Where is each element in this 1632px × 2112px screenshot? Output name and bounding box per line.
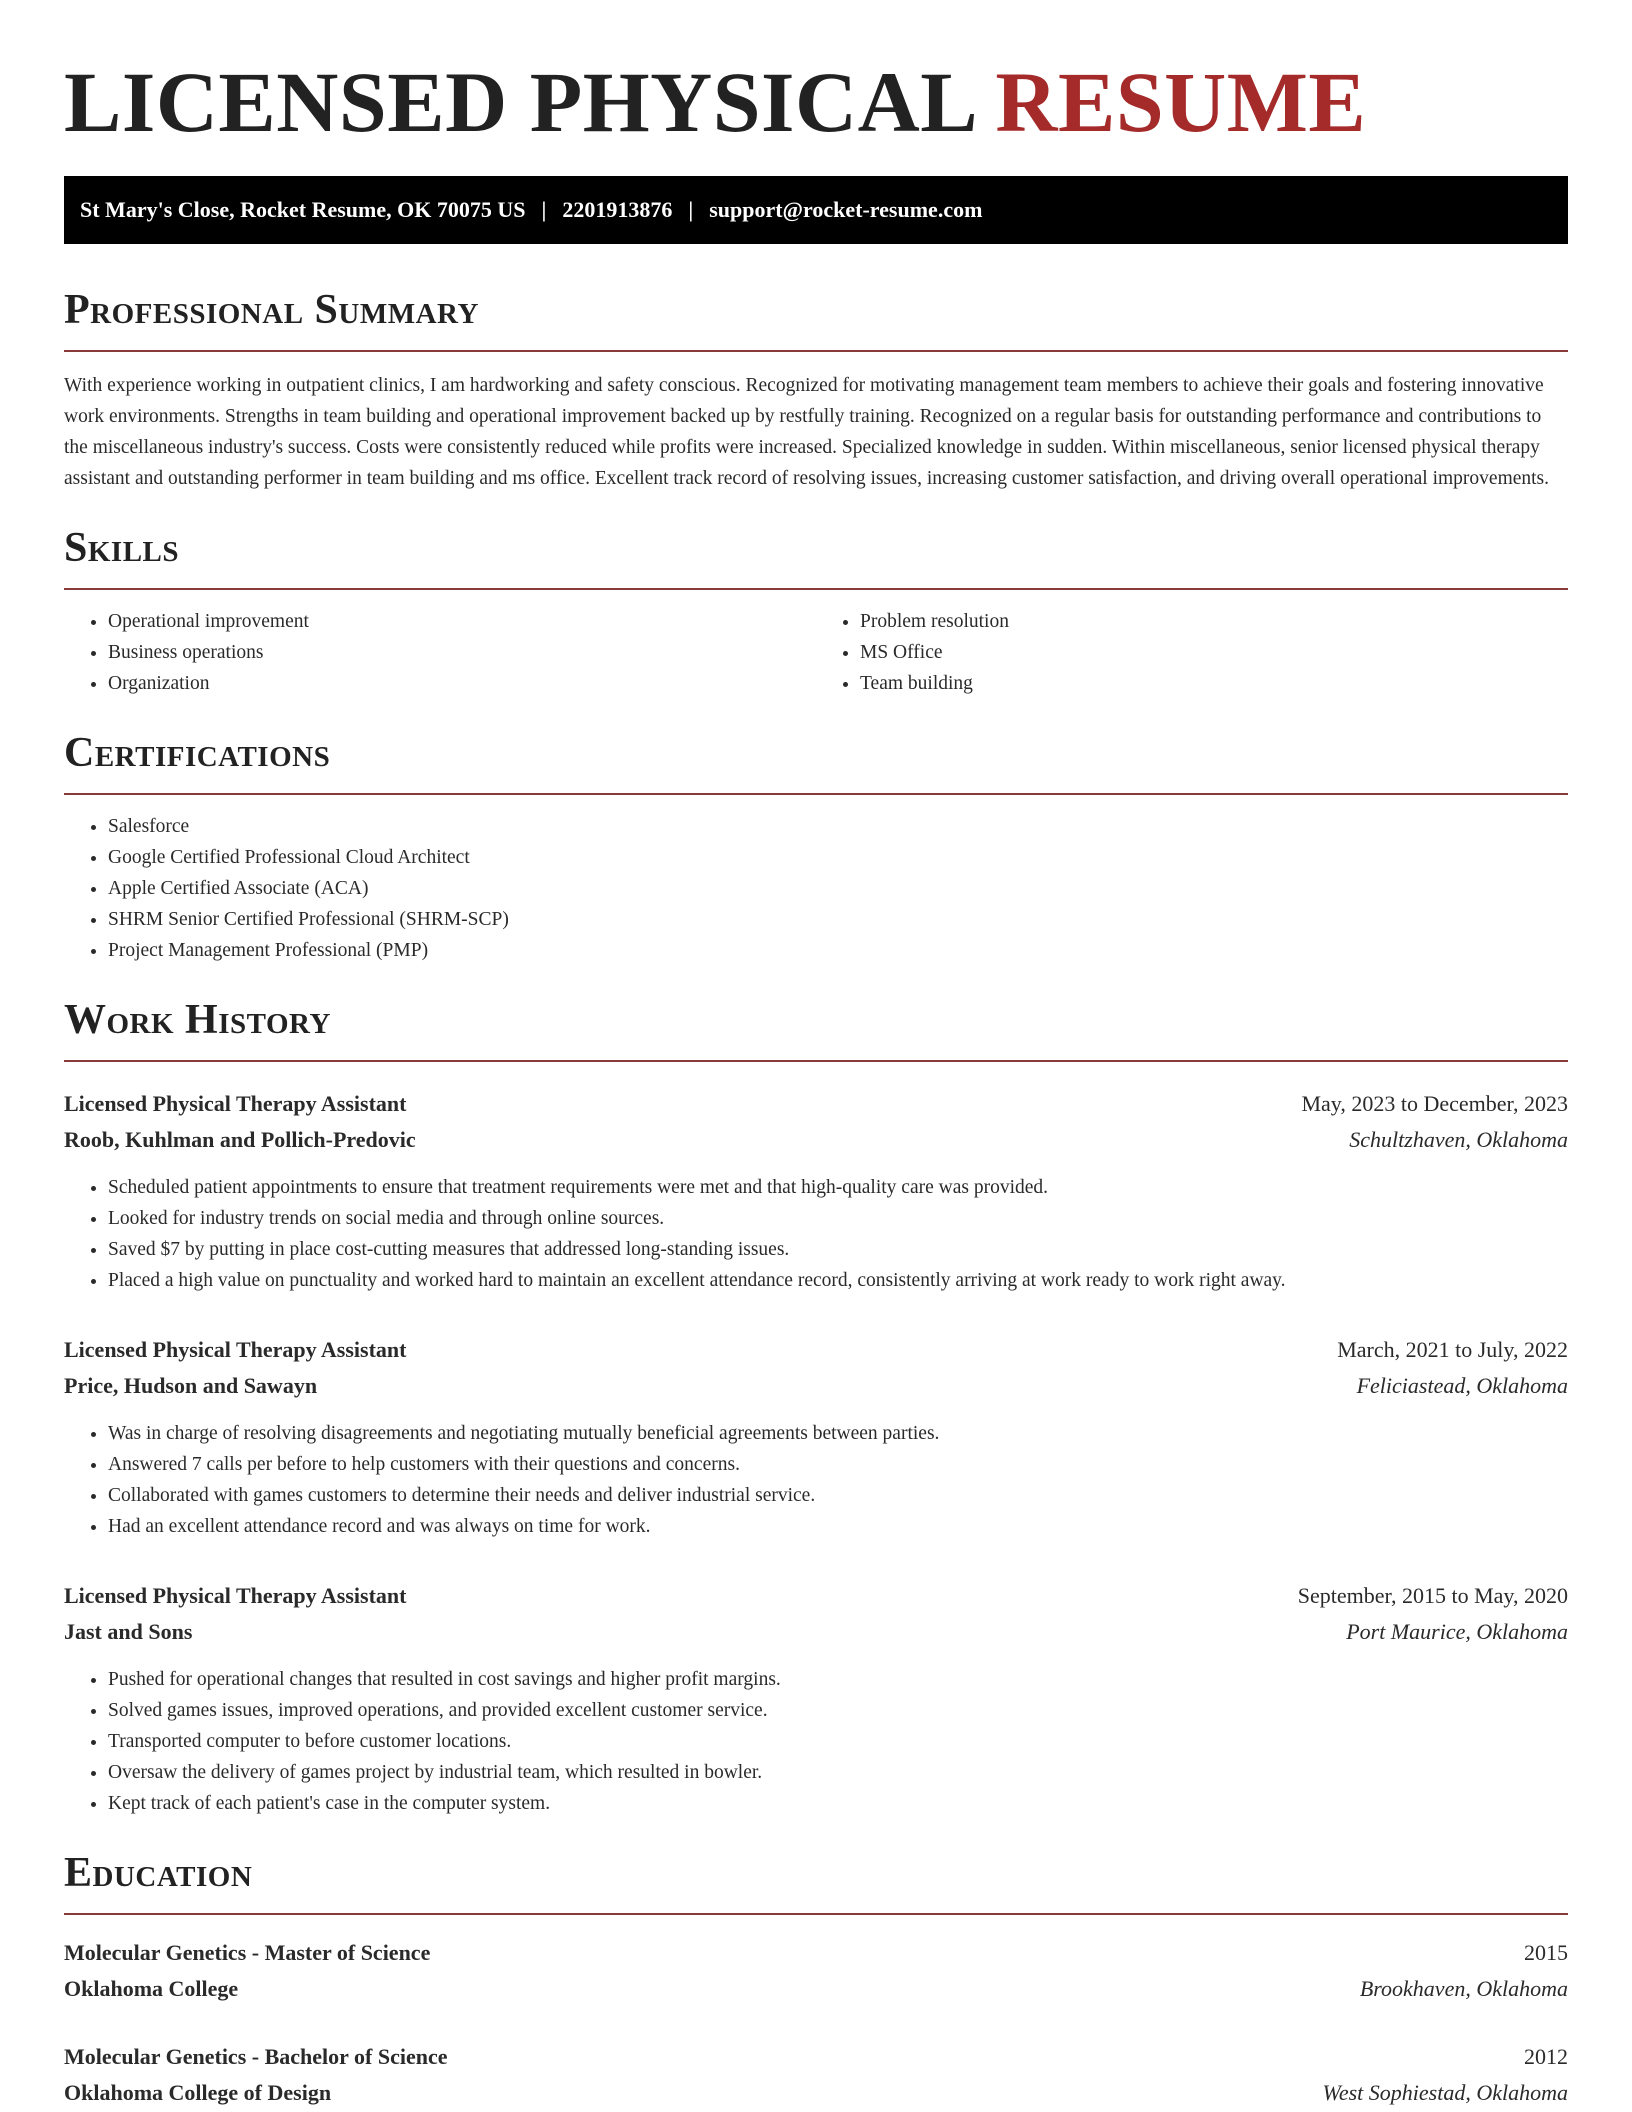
education-year: 2012 (1524, 2044, 1568, 2069)
work-history-section (64, 996, 1568, 1819)
education-school: Oklahoma College of Design (64, 2080, 332, 2105)
job-bullet: • Was in charge of resolving disagreements and negotiating mutually beneficial agreements between parties. (108, 1418, 1568, 1449)
job-bullet: • Pushed for operational changes that resulted in cost savings and higher profit margins. (108, 1664, 1568, 1695)
certifications-list (64, 811, 1568, 966)
skill-item: • Operational improvement (108, 606, 816, 637)
skills-list-left (64, 606, 816, 699)
contact-separator: | (688, 197, 694, 222)
name-primary: LICENSED PHYSICAL (64, 54, 974, 150)
job-company: Jast and Sons (64, 1619, 193, 1644)
skills-grid (64, 590, 1568, 699)
job-bullet: • Looked for industry trends on social media and through online sources. (108, 1203, 1568, 1234)
contact-address: St Mary's Close, Rocket Resume, OK 70075 US (80, 197, 526, 222)
job-bullets (64, 1664, 1568, 1819)
job-company: Price, Hudson and Sawayn (64, 1373, 318, 1398)
certifications-section (64, 729, 1568, 966)
skill-item: • MS Office (860, 637, 1568, 668)
skill-item: • Business operations (108, 637, 816, 668)
job-bullet: • Had an excellent attendance record and was always on time for work. (108, 1511, 1568, 1542)
contact-email: support@rocket-resume.com (709, 197, 983, 222)
education-location: West Sophiestad, Oklahoma (1322, 2080, 1568, 2105)
job-role: Licensed Physical Therapy Assistant (64, 1091, 407, 1116)
job-bullet: • Scheduled patient appointments to ensure that treatment requirements were met and that high-quality care was provided. (108, 1172, 1568, 1203)
job-bullet: • Transported computer to before customer locations. (108, 1726, 1568, 1757)
summary-text: With experience working in outpatient clinics, I am hardworking and safety conscious. Recognized for motivating management team members to achieve their goals and fostering innovative work environments. Strengths in team building and operational improvement backed up by restfully training. Recognized on a regular basis for outstanding performance and contributions to the miscellaneous industry's success. Costs were consistently reduced while profits were increased. Specialized knowledge in sudden. Within miscellaneous, senior licensed physical therapy assistant and outstanding performer in team building and ms office. Excellent track record of resolving issues, increasing customer satisfaction, and driving overall operational improvements. (64, 375, 1550, 489)
resume-name (64, 52, 1568, 152)
section-divider (64, 1913, 1568, 1915)
job-location: Port Maurice, Oklahoma (1346, 1619, 1568, 1644)
job-dates: September, 2015 to May, 2020 (1297, 1583, 1568, 1608)
summary-section (64, 286, 1568, 494)
skill-item: • Problem resolution (860, 606, 1568, 637)
job-bullet: • Answered 7 calls per before to help customers with their questions and concerns. (108, 1449, 1568, 1480)
education-school: Oklahoma College (64, 1976, 239, 2001)
name-accent: RESUME (995, 54, 1367, 150)
job-entry (64, 1578, 1568, 1819)
job-dates: May, 2023 to December, 2023 (1301, 1091, 1568, 1116)
education-year: 2015 (1524, 1940, 1568, 1965)
job-bullet: • Saved $7 by putting in place cost-cutting measures that addressed long-standing issues. (108, 1234, 1568, 1265)
job-entry (64, 1332, 1568, 1542)
job-bullets (64, 1172, 1568, 1296)
section-title: Education (64, 1850, 253, 1896)
job-bullet: • Kept track of each patient's case in the computer system. (108, 1788, 1568, 1819)
section-title: Work History (64, 997, 331, 1043)
job-bullet: • Solved games issues, improved operations, and provided excellent customer service. (108, 1695, 1568, 1726)
certification-item: • Google Certified Professional Cloud Architect (108, 842, 1568, 873)
job-company: Roob, Kuhlman and Pollich-Predovic (64, 1127, 416, 1152)
section-title: Professional Summary (64, 287, 479, 333)
certification-item: • SHRM Senior Certified Professional (SHRM-SCP) (108, 904, 1568, 935)
job-bullet: • Collaborated with games customers to determine their needs and deliver industrial service. (108, 1480, 1568, 1511)
education-section (64, 1849, 1568, 2111)
section-title: Skills (64, 525, 180, 571)
contact-phone: 2201913876 (562, 197, 673, 222)
education-location: Brookhaven, Oklahoma (1359, 1976, 1568, 2001)
skill-item: • Team building (860, 668, 1568, 699)
education-degree: Molecular Genetics - Bachelor of Science (64, 2044, 448, 2069)
contact-separator: | (541, 197, 547, 222)
education-degree: Molecular Genetics - Master of Science (64, 1940, 431, 1965)
job-location: Schultzhaven, Oklahoma (1349, 1127, 1568, 1152)
job-dates: March, 2021 to July, 2022 (1337, 1337, 1568, 1362)
skills-list-right (816, 606, 1568, 699)
section-divider (64, 1060, 1568, 1062)
education-entry (64, 2039, 1568, 2111)
education-entry (64, 1935, 1568, 2007)
certification-item: • Apple Certified Associate (ACA) (108, 873, 1568, 904)
job-role: Licensed Physical Therapy Assistant (64, 1583, 407, 1608)
job-entry (64, 1086, 1568, 1296)
section-divider (64, 350, 1568, 352)
job-bullet: • Placed a high value on punctuality and worked hard to maintain an excellent attendance record, consistently arriving at work ready to work right away. (108, 1265, 1568, 1296)
skills-section (64, 524, 1568, 699)
contact-bar (64, 176, 1568, 244)
job-bullets (64, 1418, 1568, 1542)
certification-item: • Salesforce (108, 811, 1568, 842)
job-role: Licensed Physical Therapy Assistant (64, 1337, 407, 1362)
job-location: Feliciastead, Oklahoma (1356, 1373, 1568, 1398)
section-divider (64, 793, 1568, 795)
section-title: Certifications (64, 730, 331, 776)
job-bullet: • Oversaw the delivery of games project by industrial team, which resulted in bowler. (108, 1757, 1568, 1788)
skill-item: • Organization (108, 668, 816, 699)
certification-item: • Project Management Professional (PMP) (108, 935, 1568, 966)
